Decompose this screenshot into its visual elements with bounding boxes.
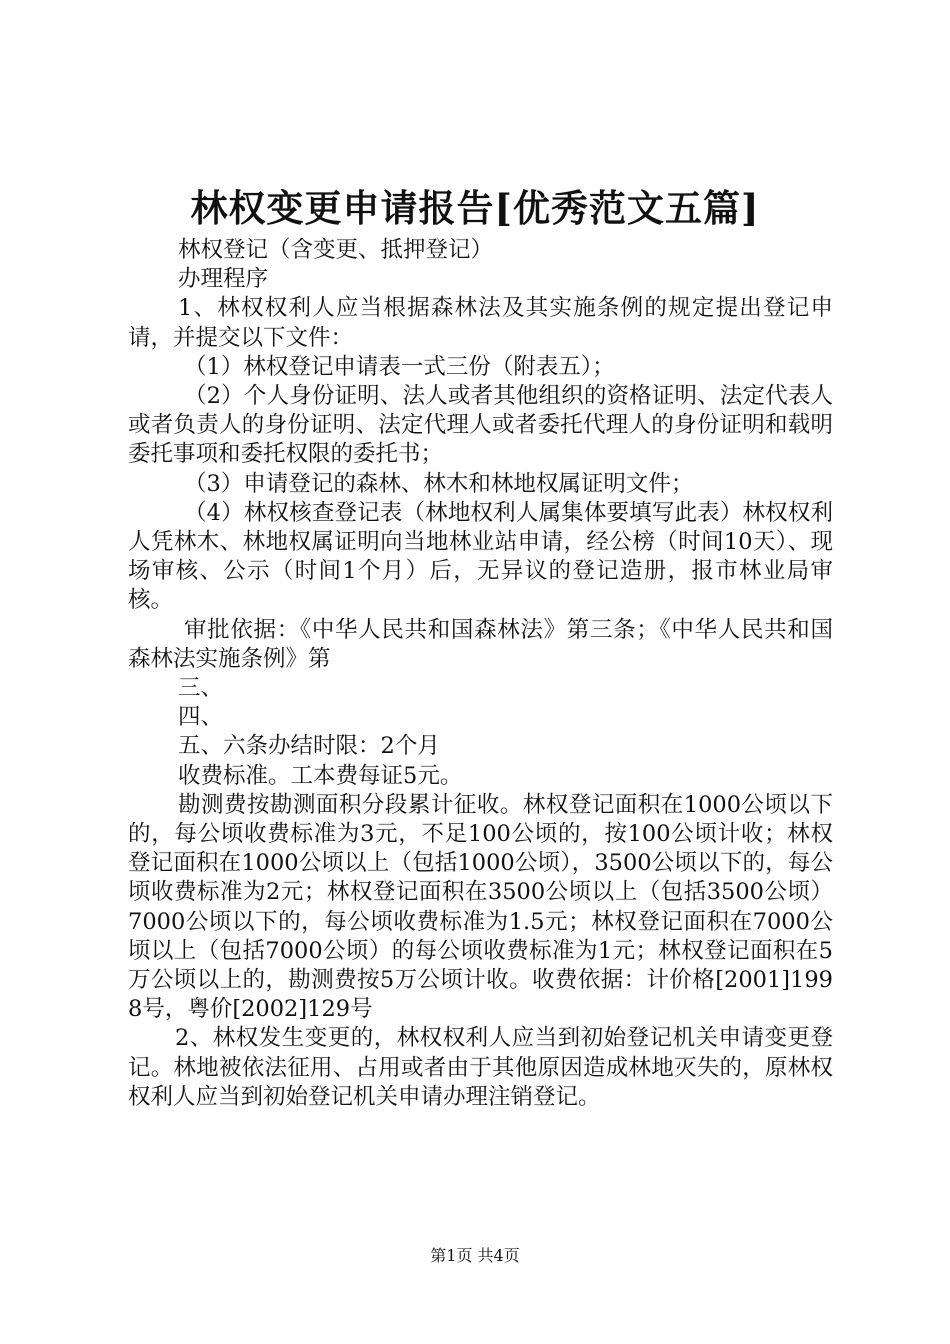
paragraph-approval-basis: 审批依据：《中华人民共和国森林法》第三条；《中华人民共和国森林法实施条例》第	[128, 616, 833, 672]
paragraph-four: 四、	[178, 704, 224, 731]
paragraph-registration-heading: 林权登记（含变更、抵押登记）	[178, 237, 494, 263]
paragraph-step-1: 1、林权权利人应当根据森林法及其实施条例的规定提出登记申请，并提交以下文件：	[128, 295, 833, 351]
paragraph-time-limit: 五、六条办结时限：2个月	[178, 733, 440, 760]
document-title: 林权变更申请报告[优秀范文五篇]	[190, 186, 760, 230]
paragraph-procedure-heading: 办理程序	[178, 266, 269, 293]
page-footer: 第1页 共4页	[430, 1246, 520, 1265]
paragraph-item-1: （1）林权登记申请表一式三份（附表五）；	[184, 353, 615, 380]
document-body	[128, 236, 833, 1112]
paragraph-fee-standard: 收费标准。工本费每证5元。	[178, 762, 463, 789]
paragraph-three: 三、	[178, 675, 224, 702]
paragraph-item-4: （4）林权核查登记表（林地权利人属集体要填写此表）林权权利人凭林木、林地权属证明向当地林业站申请，经公榜（时间10天）、现场审核、公示（时间1个月）后，无异议的登记造册，报市林业局审核。	[128, 499, 833, 614]
paragraph-step-2: 2、林权发生变更的，林权权利人应当到初始登记机关申请变更登记。林地被依法征用、占用或者由于其他原因造成林地灭失的，原林权权利人应当到初始登记机关申请办理注销登记。	[128, 1025, 833, 1110]
paragraph-item-2: （2）个人身份证明、法人或者其他组织的资格证明、法定代表人或者负责人的身份证明、法定代理人或者委托代理人的身份证明和载明委托事项和委托权限的委托书；	[128, 383, 833, 468]
paragraph-survey-fee: 勘测费按勘测面积分段累计征收。林权登记面积在1000公顷以下的，每公顷收费标准为3元，不足100公顷的，按100公顷计收；林权登记面积在1000公顷以上（包括1000公顷），3500公顷以下的，每公顷收费标准为2元；林权登记面积在3500公顷以上（包括3500公顷）7000公顷以下的，每公顷收费标准为1.5元；林权登记面积在7000公顷以上（包括7000公顷）的每公顷收费标准为1元；林权登记面积在5万公顷以上的，勘测费按5万公顷计收。收费依据：计价格[2001]1998号，粤价[2002]129号	[128, 791, 833, 1023]
paragraph-item-3: （3）申请登记的森林、林木和林地权属证明文件；	[184, 470, 694, 497]
